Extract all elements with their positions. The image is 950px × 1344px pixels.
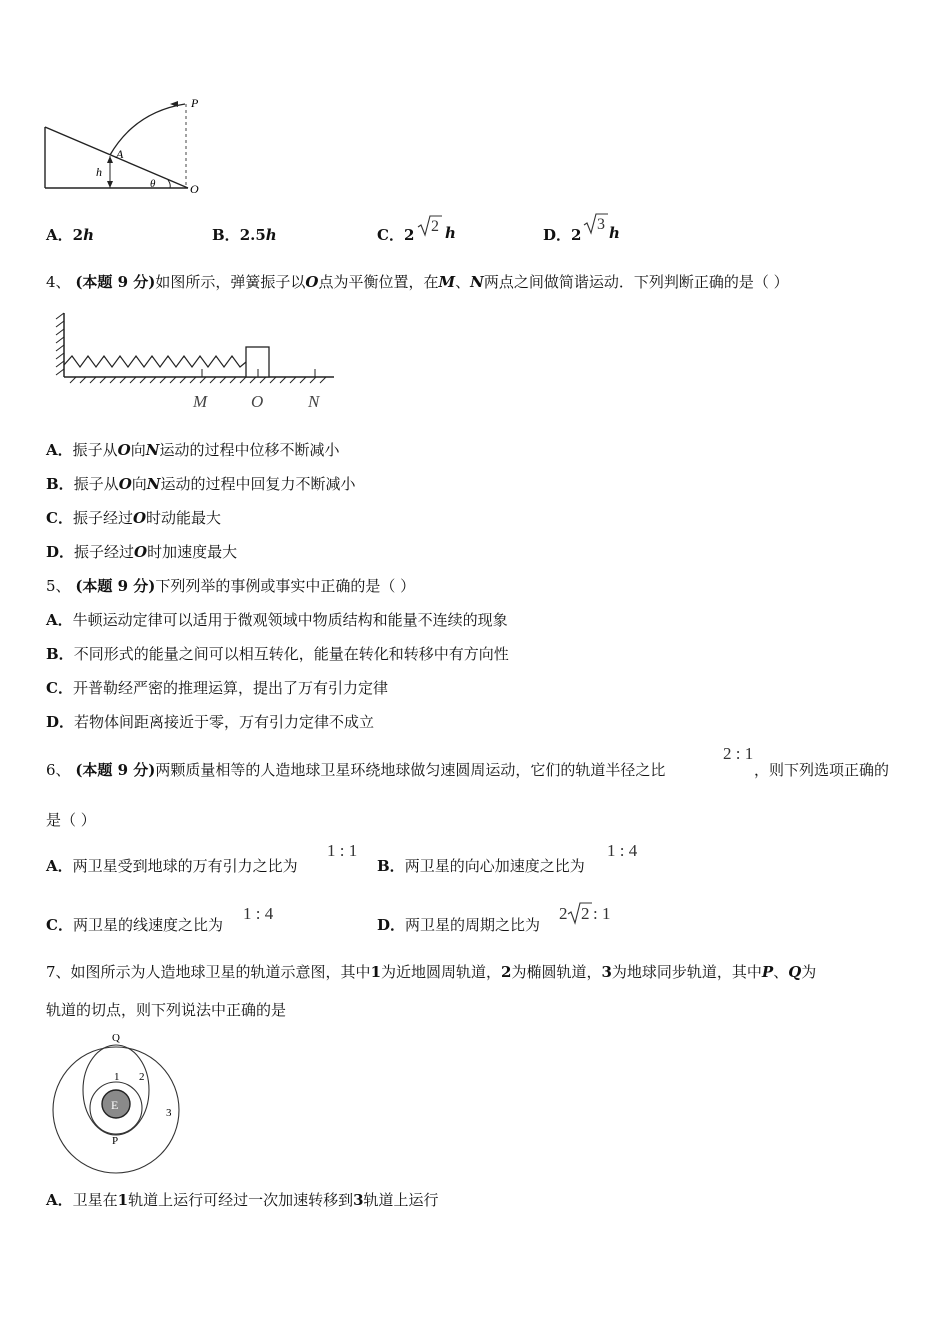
q7-option-a: A．卫星在1轨道上运行可经过一次加速转移到3轨道上运行 <box>46 1191 439 1209</box>
q3-option-d: D．2 <box>543 226 582 244</box>
q5-option-b: B．不同形式的能量之间可以相互转化，能量在转化和转移中有方向性 <box>46 645 509 663</box>
q3-option-d-var: h <box>609 224 620 242</box>
orbit-figure <box>48 1028 188 1176</box>
label-N: N <box>308 392 320 411</box>
q6-option-d-coef: 2 <box>559 904 568 923</box>
label-A: A <box>116 147 124 161</box>
svg-text:3: 3 <box>597 216 605 233</box>
q3-option-c-var: h <box>445 224 456 242</box>
q6-option-a-ratio: 1 : 1 <box>327 841 358 860</box>
q4-option-b: B．振子从O向N运动的过程中回复力不断减小 <box>46 475 356 493</box>
spring-oscillator-figure <box>50 305 340 415</box>
label-M: M <box>193 392 208 411</box>
q4-option-d: D．振子经过O时加速度最大 <box>46 543 238 561</box>
q6-option-d: D．两卫星的周期之比为 <box>377 916 541 934</box>
q6-option-a: A．两卫星受到地球的万有引力之比为 <box>46 857 298 875</box>
label-orbit-1: 1 <box>114 1071 120 1083</box>
q6-stem-tail: ，则下列选项正确的 <box>754 761 890 779</box>
q4-option-c: C．振子经过O时动能最大 <box>46 509 222 527</box>
q6-option-d-tail: : 1 <box>593 904 611 923</box>
q6-stem-line2: 是（ ） <box>46 811 96 829</box>
label-orbit-2: 2 <box>139 1071 145 1083</box>
sqrt-2-symbol <box>417 214 443 238</box>
q6-option-c-ratio: 1 : 4 <box>243 904 274 923</box>
label-Q: Q <box>112 1032 120 1044</box>
q6-option-b: B．两卫星的向心加速度之比为 <box>377 857 585 875</box>
incline-figure <box>40 92 210 200</box>
q6-option-c: C．两卫星的线速度之比为 <box>46 916 223 934</box>
q7-stem: 7、如图所示为人造地球卫星的轨道示意图，其中1为近地圆周轨道，2为椭圆轨道，3为地球同步轨道，其中P、Q为 <box>46 963 817 981</box>
label-P-orbit: P <box>112 1135 119 1147</box>
q3-option-b: B．2.5h <box>212 226 277 244</box>
label-h: h <box>96 165 102 179</box>
q3-option-a: A．2h <box>46 226 94 244</box>
q6-stem: 6、 (本题 9 分)两颗质量相等的人造地球卫星环绕地球做匀速圆周运动，它们的轨道半径之比 <box>46 761 666 779</box>
q5-option-c: C．开普勒经严密的推理运算，提出了万有引力定律 <box>46 679 388 697</box>
svg-text:2: 2 <box>431 218 439 235</box>
q5-stem: 5、 (本题 9 分)下列列举的事例或事实中正确的是（ ） <box>46 577 416 595</box>
q3-option-c: C．2 <box>377 226 415 244</box>
q6-option-b-ratio: 1 : 4 <box>607 841 638 860</box>
q5-option-d: D．若物体间距离接近于零，万有引力定律不成立 <box>46 713 375 731</box>
label-theta: θ <box>150 178 156 190</box>
sqrt-3-symbol <box>583 212 609 236</box>
q4-option-a: A．振子从O向N运动的过程中位移不断减小 <box>46 441 340 459</box>
label-O: O <box>190 182 199 196</box>
label-orbit-3: 3 <box>166 1107 172 1119</box>
svg-text:2: 2 <box>581 904 590 923</box>
q7-stem-line2: 轨道的切点，则下列说法中正确的是 <box>46 1001 287 1019</box>
q6-radius-ratio: 2 : 1 <box>723 744 754 763</box>
label-E: E <box>111 1098 119 1112</box>
q5-option-a: A．牛顿运动定律可以适用于微观领域中物质结构和能量不连续的现象 <box>46 611 508 629</box>
label-P: P <box>191 96 199 110</box>
q4-stem: 4、 (本题 9 分)如图所示，弹簧振子以O点为平衡位置，在M、N两点之间做简谐运动．下列判断正确的是（ ） <box>46 273 789 291</box>
label-O-spring: O <box>251 392 264 411</box>
q6-sqrt-2-symbol <box>567 900 593 926</box>
